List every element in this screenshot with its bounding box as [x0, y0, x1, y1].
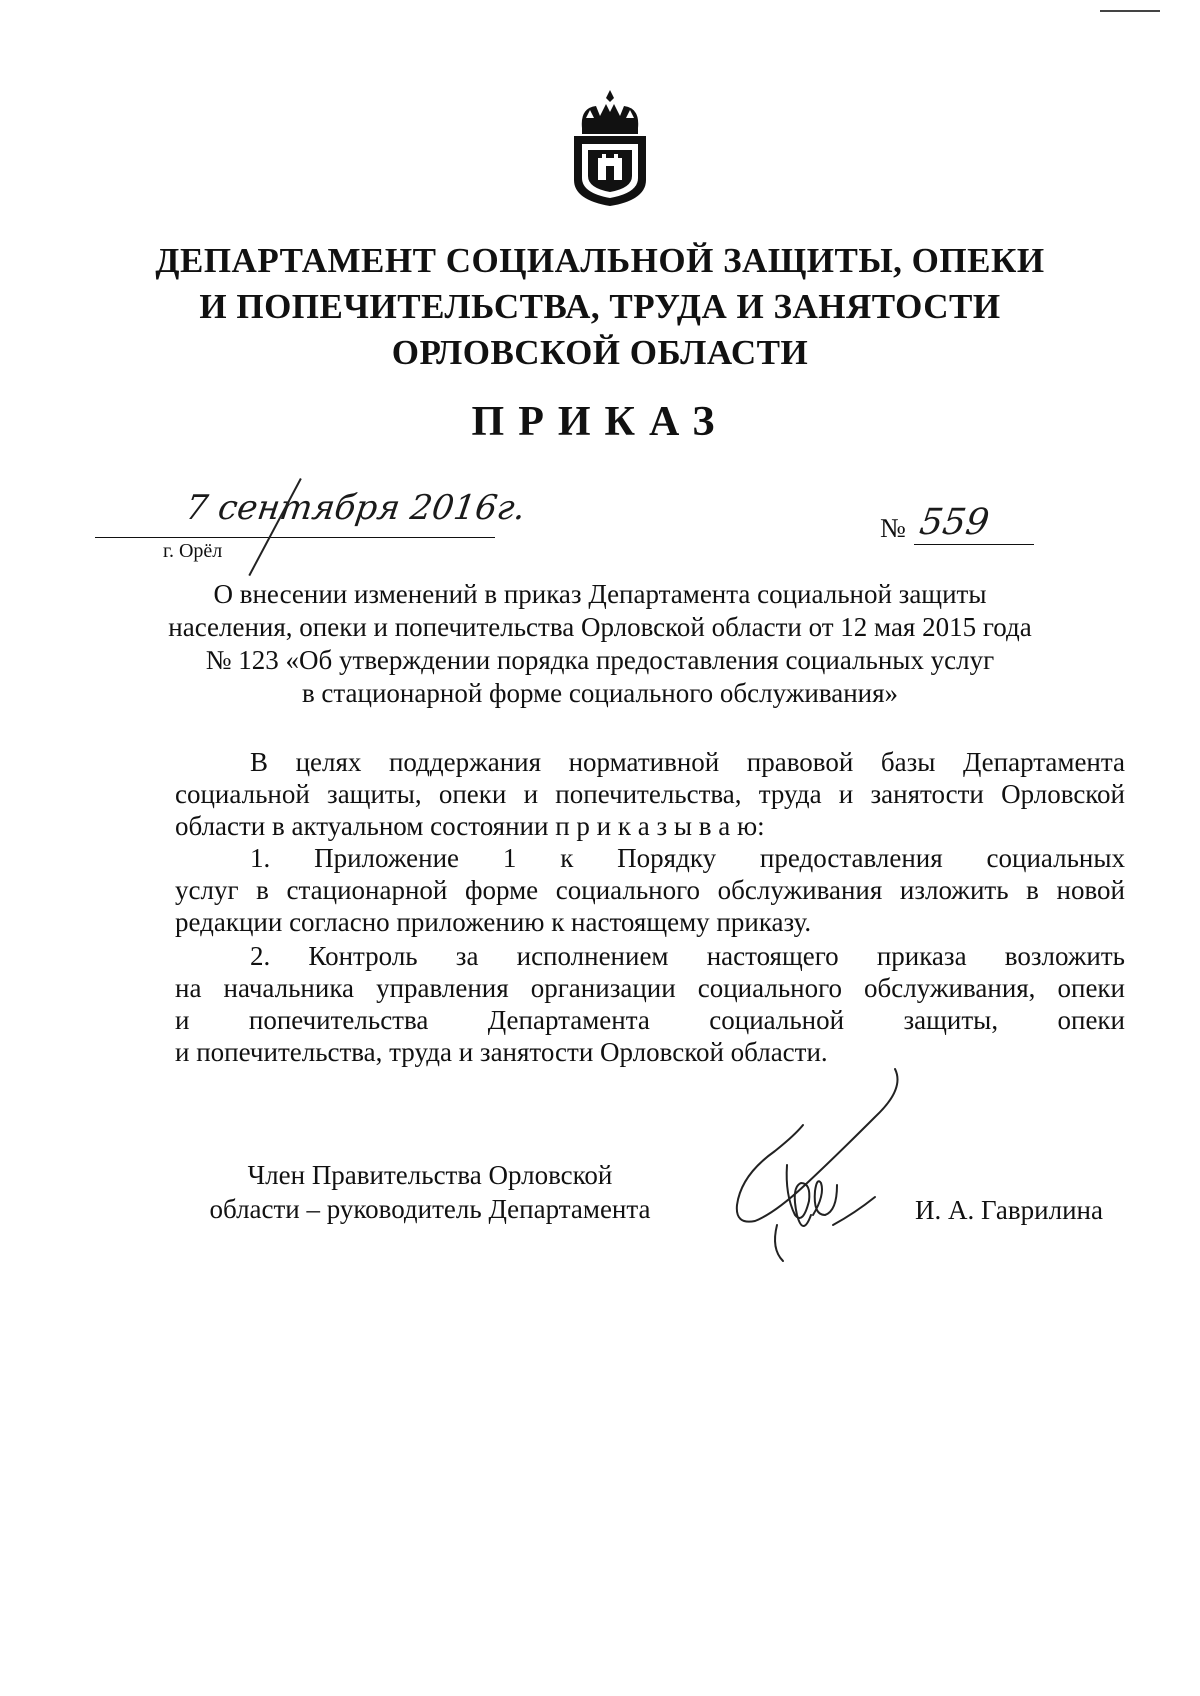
org-line-1: ДЕПАРТАМЕНТ СОЦИАЛЬНОЙ ЗАЩИТЫ, ОПЕКИ [155, 241, 1045, 280]
org-line-3: ОРЛОВСКОЙ ОБЛАСТИ [391, 333, 809, 372]
document-subject [120, 578, 1080, 710]
body-p2-line-1: 1. Приложение 1 к Порядку предоставления социальных [250, 843, 1125, 873]
body-p3-line-3: и попечительства Департамента социальной защиты, опеки [175, 1005, 1125, 1035]
body-p1-line-1: В целях поддержания нормативной правовой базы Департамента [250, 747, 1125, 777]
document-type: ПРИКАЗ [471, 399, 729, 445]
position-line-1: Член Правительства Орловской [247, 1160, 613, 1190]
body-p2-line-3: редакции согласно приложению к настоящему приказу. [175, 907, 812, 937]
date-underline [95, 537, 495, 538]
handwritten-number: 559 [917, 502, 992, 543]
organization-name [120, 238, 1080, 376]
subject-line-2: населения, опеки и попечительства Орловской области от 12 мая 2015 года [168, 612, 1032, 642]
city-label: г. Орёл [163, 540, 223, 562]
signer-position [180, 1158, 680, 1226]
handwritten-date: 7 сентября 2016г. [183, 488, 528, 528]
org-line-2: И ПОПЕЧИТЕЛЬСТВА, ТРУДА И ЗАНЯТОСТИ [199, 287, 1001, 326]
body-p2-line-2: услуг в стационарной форме социального обслуживания изложить в новой [175, 875, 1125, 905]
number-underline [914, 544, 1034, 545]
subject-line-3: № 123 «Об утверждении порядка предоставления социальных услуг [205, 645, 995, 675]
handwritten-signature [725, 1065, 905, 1265]
coat-of-arms-icon [560, 88, 660, 208]
signer-name: И. А. Гаврилина [915, 1195, 1103, 1225]
body-p1-line-2: социальной защиты, опеки и попечительства, труда и занятости Орловской [175, 779, 1125, 809]
body-p3-line-2: на начальника управления организации социального обслуживания, опеки [175, 973, 1125, 1003]
subject-line-4: в стационарной форме социального обслуживания» [301, 678, 899, 708]
number-label: № [880, 513, 906, 543]
scan-mark [1100, 10, 1160, 12]
position-line-2: области – руководитель Департамента [209, 1194, 651, 1224]
body-p1-line-3: области в актуальном состоянии п р и к а з ы в а ю: [175, 811, 765, 841]
body-p3-line-1: 2. Контроль за исполнением настоящего приказа возложить [250, 941, 1125, 971]
body-p3-line-4: и попечительства, труда и занятости Орловской области. [175, 1037, 828, 1067]
subject-line-1: О внесении изменений в приказ Департамента социальной защиты [213, 579, 987, 609]
